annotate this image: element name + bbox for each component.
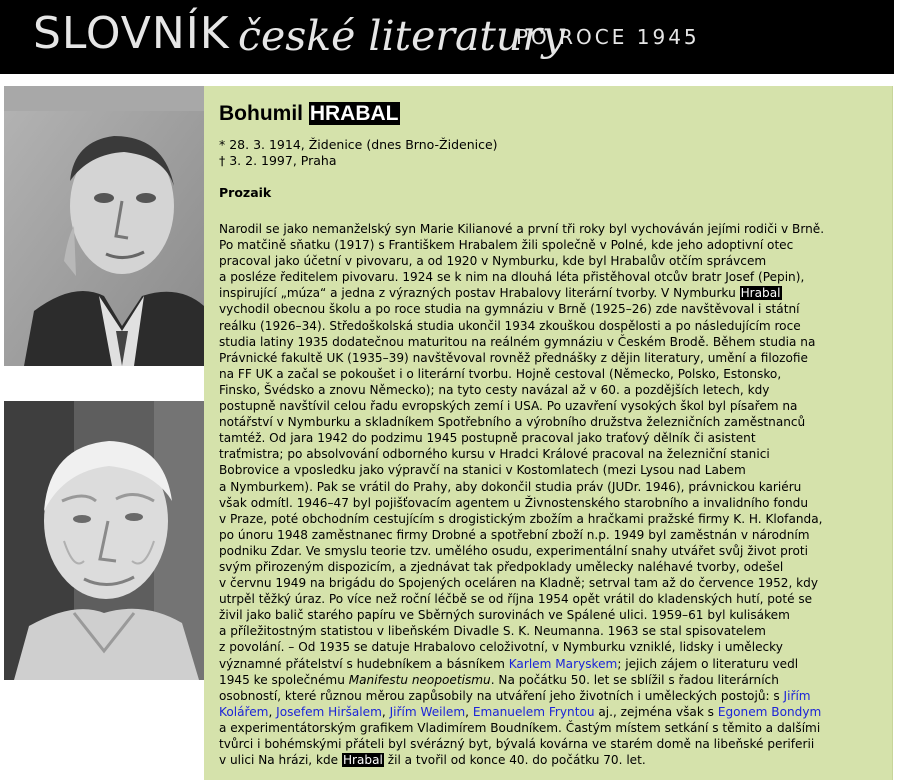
author-portrait-young-icon [4,86,204,366]
search-highlight: Hrabal [342,753,383,768]
author-portrait-old-icon [4,401,204,680]
bio-line [219,672,891,688]
death-info: † 3. 2. 1997, Praha [219,153,337,168]
bio-line: utrpěl těžký úraz. Po více než roční léčbě se od října 1954 opět vrátil do kladenských hutí, poté se [219,592,813,607]
bio-line [219,656,891,672]
bio-line: z povolání. – Od 1935 se datuje Hrabalovo celoživotní, v Nymburku vzniklé, lidsky i umělecky [219,640,783,655]
bio-text: významné přátelství s hudebníkem a básníkem [219,656,509,671]
bio-line: podniku Zdar. Ve smyslu teorie tzv. umělého osudu, experimentální snahy utvářet svůj život proti [219,543,808,558]
bio-text: ; jejich zájem o literaturu vedl [617,656,799,671]
bio-text: , [381,704,390,719]
link-karel-marysko[interactable]: Karlem Maryskem [508,656,618,671]
author-first-name: Bohumil [219,102,303,125]
bio-line: a experimentátorským grafikem Vladimírem Boudníkem. Častým místem setkání s těmito a dalšími [219,720,821,735]
bio-line [219,285,891,301]
bio-text: , [268,704,277,719]
bio-line: Finsko, Švédsko a znovu Německo); na tyto cesty navázal až v 60. a pozdějších letech, kdy [219,382,770,397]
link-jiri-weil[interactable]: Jiřím Weilem [389,704,466,719]
link-egon-bondy[interactable]: Egonem Bondym [717,704,822,719]
bio-line: traťmistra; po absolvování odborného kursu v Hradci Králové pracoval na železniční stanici [219,447,770,462]
life-dates [219,137,498,169]
bio-line: tamtéž. Od jara 1942 do podzimu 1945 postupně pracoval jako traťový dělník či asistent [219,431,756,446]
bio-text: osobností, které různou měrou zapůsobily na utváření jeho životních i uměleckých postojů: s [219,688,784,703]
bio-line: notářství v Nymburku a skladníkem Spotřebního a výrobního družstva železničních zaměstnanců [219,415,806,430]
bio-line [219,704,891,720]
bio-line: však odmítl. 1946–47 byl pojišťovacím agentem u Živnostenského starobního a invalidního fondu [219,495,809,510]
bio-line: pracoval jako účetní v pivovaru, a od 1920 v Nymburku, kde byl Hrabalův otčím správcem [219,254,767,269]
entry-content [204,86,893,780]
bio-line [219,688,891,704]
bio-line: postupně navštívil celou řadu evropských zemí i USA. Po uzavření vysokých škol byl písařem na [219,399,798,414]
bio-line: studia latiny 1935 dodatečnou maturitou na reálném gymnáziu v Českém Brodě. Během studia na [219,334,816,349]
bio-line: vychodil obecnou školu a po roce studia na gymnáziu v Brně (1925–26) zde navštěvoval i státní [219,302,800,317]
bio-line: a Nymburkem). Pak se vrátil do Prahy, aby dokončil studia práv (JUDr. 1946), právnickou kariéru [219,479,802,494]
site-banner[interactable] [0,0,894,74]
bio-line: a příležitostným statistou v libeňském Divadle S. K. Neumanna. 1963 se stal spisovatelem [219,624,766,639]
bio-text: aj., zejména však s [594,704,718,719]
bio-line [219,752,891,768]
link-jiri-kolar-cont[interactable]: Kolářem [219,704,269,719]
bio-line: po únoru 1948 zaměstnanec firmy Drobné a spotřební zboží n.p. 1949 byl zaměstnán v národním [219,527,810,542]
link-josef-hirsal[interactable]: Josefem Hiršalem [276,704,382,719]
bio-line: v Praze, poté obchodním cestujícím s drogistickým zbožím a hračkami pražské firmy K. H. Klofanda, [219,511,823,526]
bio-text: v ulici Na hrázi, kde [219,753,342,768]
bio-line: svým přirozeným dispozicím, a zjednávat tak předpoklady umělecky naléhavé tvorby, odešel [219,559,784,574]
bio-text: 1945 ke společnému [219,672,349,687]
bio-line: Po matčině sňatku (1917) s Františkem Hrabalem žili společně v Polné, kde jeho adoptivní otec [219,238,794,253]
bio-text: žil a tvořil od konce 40. do počátku 70. let. [383,753,646,768]
bio-line: tvůrci i bohémskými přáteli byl svérázný byt, bývalá kovárna ve starém domě na libeňské periferii [219,737,815,751]
banner-title: SLOVNÍK [33,8,230,59]
bio-text: inspirující „múza“ a jedna z výrazných postav Hrabalovy literární tvorby. V Nymburku [219,286,740,301]
bio-text: . Na počátku 50. let se sblížil s řadou literárních [490,672,779,687]
occupation: Prozaik [219,185,272,200]
bio-line: Právnické fakultě UK (1935–39) navštěvoval rovněž přednášky z dějin literatury, umění a filozofie [219,350,808,365]
author-last-name-highlight: HRABAL [309,102,399,125]
bio-line: na FF UK a začal se pokoušet i o literární tvorbu. Hojně cestoval (Německo, Polsko, Estonsko, [219,366,782,381]
bio-line: a posléze ředitelem pivovaru. 1924 se k nim na dlouhá léta přistěhoval otcův bratr Josef (Pepin), [219,270,805,285]
bio-text: , [465,704,473,719]
link-emanuel-frynta[interactable]: Emanuelem Fryntou [472,704,595,719]
birth-info: * 28. 3. 1914, Židenice (dnes Brno-Židenice) [219,137,498,152]
search-highlight: Hrabal [740,286,781,301]
bio-line: v červnu 1949 na brigádu do Spojených oceláren na Kladně; setrval tam až do července 1952, kdy [219,576,819,591]
bio-line: Bobrovice a vposledku jako výpravčí na stanici v Kostomlatech (mezi Lysou nad Labem [219,463,746,478]
bio-line: reálku (1926–34). Středoškolská studia ukončil 1934 zkouškou dospělosti a po následujícím roce [219,318,801,333]
link-jiri-kolar[interactable]: Jiřím [783,688,811,703]
biography [219,221,891,768]
manifesto-title: Manifestu neopoetismu [348,672,491,687]
banner-title-script: české literatury [238,12,566,60]
bio-line: Narodil se jako nemanželský syn Marie Kilianové a první tři roky byl vychováván jejími rodiči v Brně. [219,222,825,236]
author-photo-old [4,401,204,680]
bio-line: živil jako balič starého papíru ve Sběrných surovinách ve Spálené ulici. 1959–61 byl kulisákem [219,608,790,623]
author-name [219,102,400,126]
author-photo-young [4,86,204,366]
banner-subtitle: PO ROCE 1945 [516,25,700,49]
